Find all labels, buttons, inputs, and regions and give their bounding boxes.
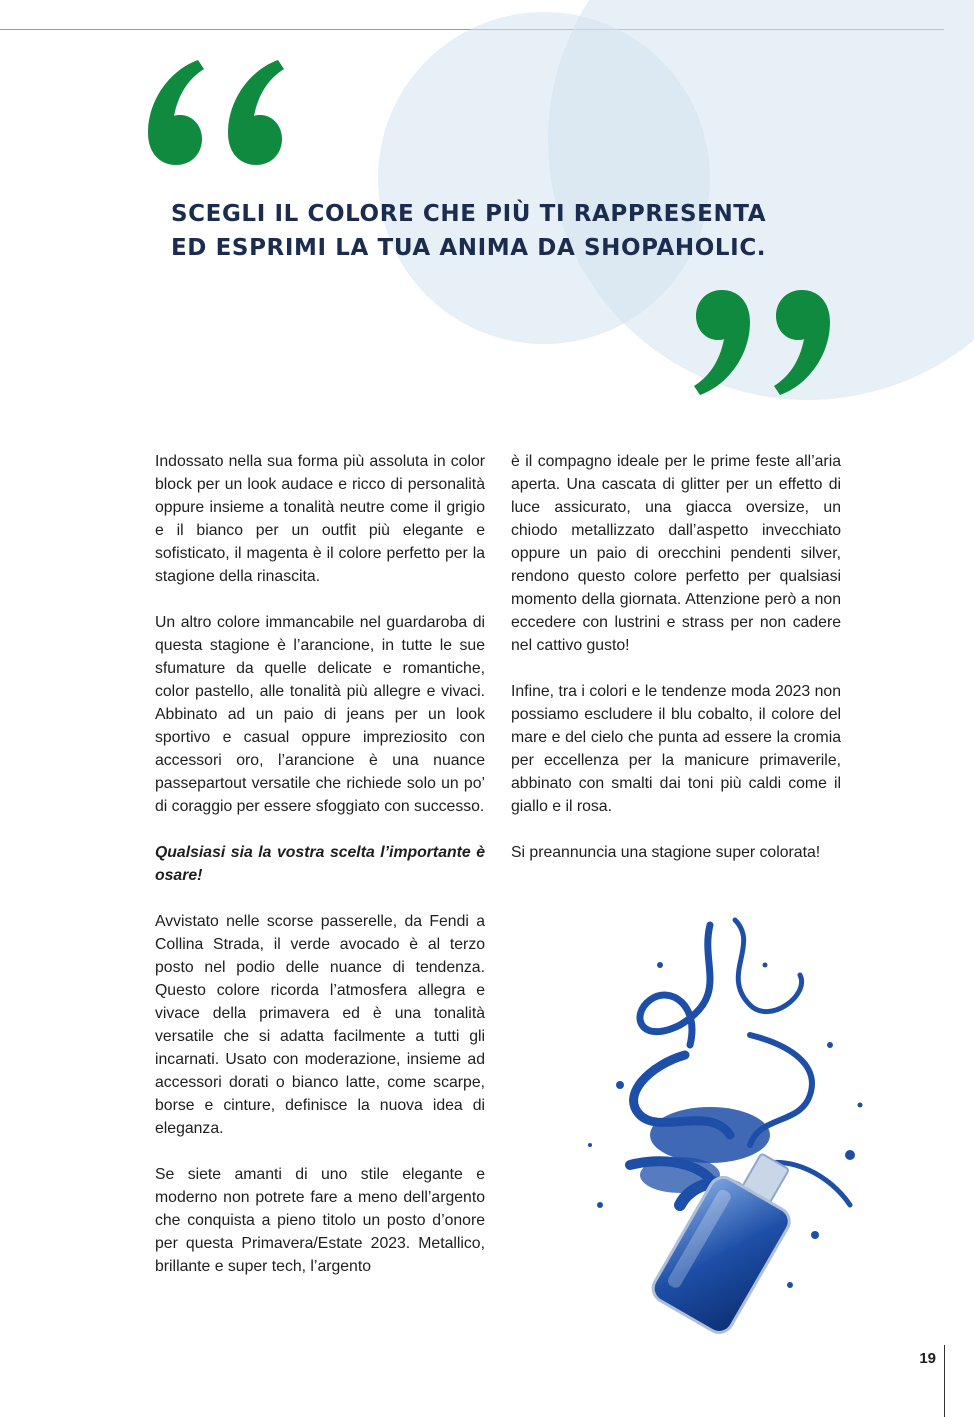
paragraph: Infine, tra i colori e le tendenze moda 2023 non possiamo escludere il blu cobalto, il colore del mare e del cielo che punta ad essere la cromia per eccellenza per la manicure primaverile, abbinato con smalti dai toni più caldi come il giallo e il rosa. — [511, 683, 841, 815]
article-column-right — [511, 450, 841, 887]
closing-quote-icon — [678, 285, 838, 400]
side-rule — [944, 1345, 945, 1417]
opening-quote-icon — [140, 55, 300, 170]
article-column-left — [155, 450, 485, 1301]
pull-quote-headline — [171, 197, 891, 265]
page-number: 19 — [919, 1350, 936, 1367]
nail-polish-splash-illustration — [560, 905, 890, 1345]
paragraph: Un altro colore immancabile nel guardaroba di questa stagione è l’arancione, in tutte le sue sfumature da quelle delicate e romantiche, color pastello, alle tonalità più allegre e vivaci. Abbinato ad un paio di jeans per un look sportivo e casual oppure impreziosito con accessori oro, l’arancione è una nuance passepartout versatile che richiede solo un po’ di coraggio per essere sfoggiato con successo. — [155, 614, 485, 815]
paragraph: Si preannuncia una stagione super colorata! — [511, 844, 821, 861]
paragraph: Indossato nella sua forma più assoluta in color block per un look audace e ricco di personalità oppure insieme a tonalità neutre come il grigio e il bianco per un outfit più elegante e sofisticato, il magenta è il colore perfetto per la stagione della rinascita. — [155, 453, 485, 585]
headline-line: SCEGLI IL COLORE CHE PIÙ TI RAPPRESENTA — [171, 201, 767, 227]
emphasis-paragraph: Qualsiasi sia la vostra scelta l’importante è osare! — [155, 844, 485, 884]
paragraph: Se siete amanti di uno stile elegante e moderno non potrete fare a meno dell’argento che conquista a pieno titolo un posto d’onore per questa Primavera/Estate 2023. Metallico, brillante e super tech, l’argento — [155, 1166, 485, 1275]
headline-line: ED ESPRIMI LA TUA ANIMA DA SHOPAHOLIC. — [171, 235, 767, 261]
paragraph: Avvistato nelle scorse passerelle, da Fendi a Collina Strada, il verde avocado è al terzo posto nel podio delle nuance di tendenza. Questo colore ricorda l’atmosfera allegra e vivace della primavera ed è una tonalità versatile che si adatta facilmente a tutti gli incarnati. Usato con moderazione, insieme ad accessori dorati o bianco latte, come scarpe, borse e cinture, definisce la nuova idea di eleganza. — [155, 913, 485, 1137]
paragraph: è il compagno ideale per le prime feste all’aria aperta. Una cascata di glitter per un effetto di luce assicurato, una giacca oversize, un chiodo metallizzato dall’aspetto invecchiato oppure un paio di orecchini pendenti silver, rendono questo colore perfetto per qualsiasi momento della giornata. Attenzione però a non eccedere con lustrini e strass per non cadere nel cattivo gusto! — [511, 453, 841, 654]
